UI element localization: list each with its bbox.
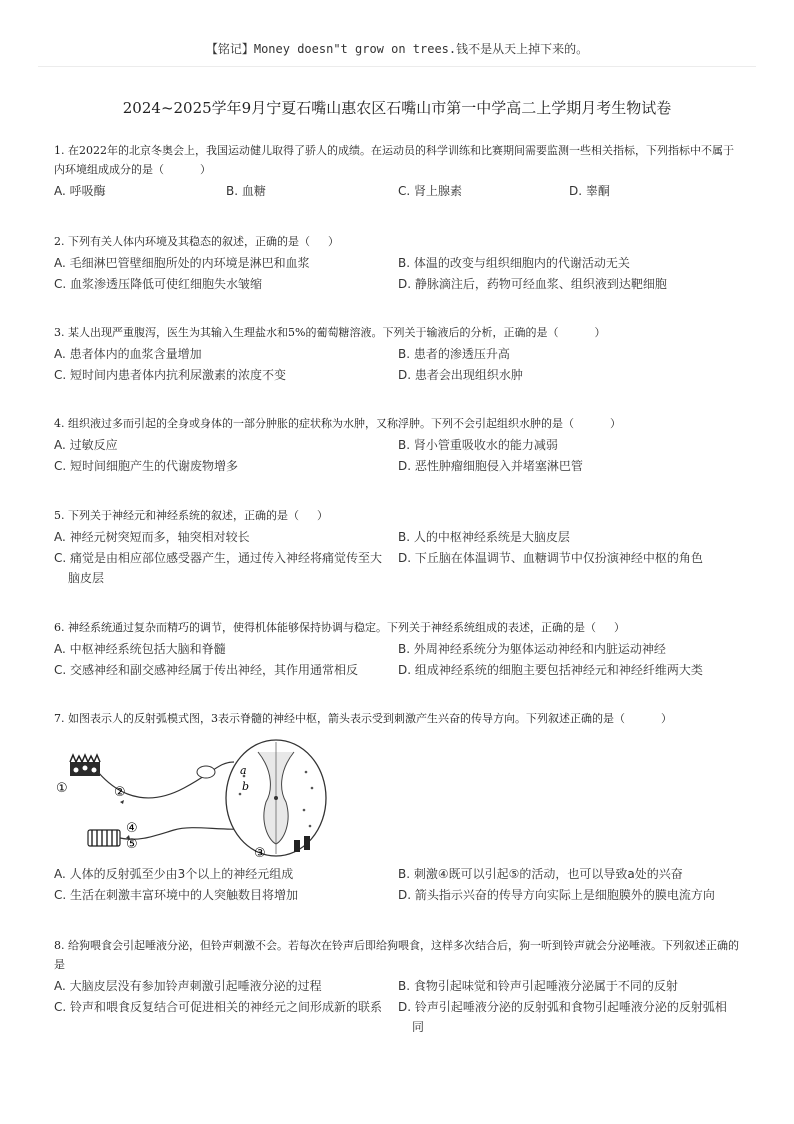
label-a: a xyxy=(240,764,247,777)
question-4 xyxy=(54,414,744,477)
option-b[interactable]: B. 患者的渗透压升高 xyxy=(398,347,510,361)
label-2: ② xyxy=(114,785,126,800)
option-c[interactable]: C. 痛觉是由相应部位感受器产生，通过传入神经将痛觉传至大脑皮层 xyxy=(54,551,383,585)
option-a[interactable]: A. 过敏反应 xyxy=(54,438,118,452)
question-stem: 4. 组织液过多而引起的全身或身体的一部分肿胀的症状称为水肿，又称浮肿。下列不会引起组织水肿的是（ ） xyxy=(54,417,621,430)
question-stem: 8. 给狗喂食会引起唾液分泌，但铃声刺激不会。若每次在铃声后即给狗喂食，这样多次结合后，狗一听到铃声就会分泌唾液。下列叙述正确的是 xyxy=(54,939,739,971)
option-b[interactable]: B. 血糖 xyxy=(226,184,266,198)
question-5 xyxy=(54,506,744,589)
question-2 xyxy=(54,232,744,295)
option-b[interactable]: B. 肾小管重吸收水的能力减弱 xyxy=(398,438,558,452)
option-c[interactable]: C. 肾上腺素 xyxy=(398,184,463,198)
reflex-arc-figure xyxy=(54,732,334,866)
option-c[interactable]: C. 交感神经和副交感神经属于传出神经，其作用通常相反 xyxy=(54,663,359,677)
question-7-options xyxy=(54,864,744,906)
exam-title: 2024~2025学年9月宁夏石嘴山惠农区石嘴山市第一中学高二上学期月考生物试卷 xyxy=(122,99,672,117)
question-1 xyxy=(54,141,744,202)
option-d[interactable]: D. 恶性肿瘤细胞侵入并堵塞淋巴管 xyxy=(398,459,583,473)
label-b: b xyxy=(242,780,250,793)
option-c[interactable]: C. 生活在刺激丰富环境中的人突触数目将增加 xyxy=(54,888,299,902)
option-c[interactable]: C. 血浆渗透压降低可使红细胞失水皱缩 xyxy=(54,277,263,291)
option-d[interactable]: D. 铃声引起唾液分泌的反射弧和食物引起唾液分泌的反射弧相同 xyxy=(398,1000,727,1034)
option-c[interactable]: C. 铃声和喂食反复结合可促进相关的神经元之间形成新的联系 xyxy=(54,1000,383,1014)
receptor-graphic xyxy=(70,755,100,776)
label-5: ⑤ xyxy=(126,837,138,852)
option-a[interactable]: A. 神经元树突短而多，轴突相对较长 xyxy=(54,530,250,544)
option-d[interactable]: D. 静脉滴注后，药物可经血浆、组织液到达靶细胞 xyxy=(398,277,667,291)
efferent-nerve xyxy=(120,828,250,840)
option-b[interactable]: B. 体温的改变与组织细胞内的代谢活动无关 xyxy=(398,256,630,270)
question-stem: 6. 神经系统通过复杂而精巧的调节，使得机体能够保持协调与稳定。下列关于神经系统组成的表述，正确的是（ ） xyxy=(54,621,625,634)
option-d[interactable]: D. 下丘脑在体温调节、血糖调节中仅扮演神经中枢的角色 xyxy=(398,551,703,565)
ganglion xyxy=(197,766,215,778)
motto-banner: 【铭记】Money doesn"t grow on trees.钱不是从天上掉下来的。 xyxy=(205,42,589,56)
option-a[interactable]: A. 中枢神经系统包括大脑和脊髓 xyxy=(54,642,226,656)
question-stem: 3. 某人出现严重腹泻，医生为其输入生理盐水和5%的葡萄糖溶液。下列关于输液后的分析，正确的是（ ） xyxy=(54,326,606,339)
label-4: ④ xyxy=(126,821,138,836)
question-stem: 5. 下列关于神经元和神经系统的叙述，正确的是（ ） xyxy=(54,509,328,522)
option-b[interactable]: B. 食物引起味觉和铃声引起唾液分泌属于不同的反射 xyxy=(398,979,678,993)
question-stem: 2. 下列有关人体内环境及其稳态的叙述，正确的是（ ） xyxy=(54,235,339,248)
option-a[interactable]: A. 患者体内的血浆含量增加 xyxy=(54,347,202,361)
effector-graphic xyxy=(88,830,120,846)
reflex-arc-diagram xyxy=(54,732,334,862)
option-a[interactable]: A. 毛细淋巴管壁细胞所处的内环境是淋巴和血浆 xyxy=(54,256,310,270)
option-b[interactable]: B. 人的中枢神经系统是大脑皮层 xyxy=(398,530,570,544)
label-3: ③ xyxy=(254,846,266,861)
question-7 xyxy=(54,709,744,728)
spinal-cord-graphic xyxy=(226,740,326,856)
header-divider xyxy=(38,66,756,67)
option-d[interactable]: D. 箭头指示兴奋的传导方向实际上是细胞膜外的膜电流方向 xyxy=(398,888,715,902)
question-3 xyxy=(54,323,744,386)
option-a[interactable]: A. 人体的反射弧至少由3个以上的神经元组成 xyxy=(54,867,294,881)
option-c[interactable]: C. 短时间内患者体内抗利尿激素的浓度不变 xyxy=(54,368,287,382)
option-d[interactable]: D. 睾酮 xyxy=(569,184,610,198)
question-stem: 1. 在2022年的北京冬奥会上，我国运动健儿取得了骄人的成绩。在运动员的科学训练和比赛期间需要监测一些相关指标，下列指标中不属于内环境组成成分的是（ ） xyxy=(54,144,734,176)
option-d[interactable]: D. 组成神经系统的细胞主要包括神经元和神经纤维两大类 xyxy=(398,663,703,677)
question-8 xyxy=(54,936,744,1038)
option-b[interactable]: B. 外周神经系统分为躯体运动神经和内脏运动神经 xyxy=(398,642,666,656)
option-c[interactable]: C. 短时间细胞产生的代谢废物增多 xyxy=(54,459,239,473)
option-a[interactable]: A. 大脑皮层没有参加铃声刺激引起唾液分泌的过程 xyxy=(54,979,322,993)
label-1: ① xyxy=(56,781,68,796)
question-6 xyxy=(54,618,744,681)
question-stem: 7. 如图表示人的反射弧模式图，3表示脊髓的神经中枢，箭头表示受到刺激产生兴奋的传导方向。下列叙述正确的是（ ） xyxy=(54,712,672,725)
option-a[interactable]: A. 呼吸酶 xyxy=(54,184,106,198)
option-b[interactable]: B. 刺激④既可以引起⑤的活动，也可以导致a处的兴奋 xyxy=(398,867,683,881)
option-d[interactable]: D. 患者会出现组织水肿 xyxy=(398,368,523,382)
